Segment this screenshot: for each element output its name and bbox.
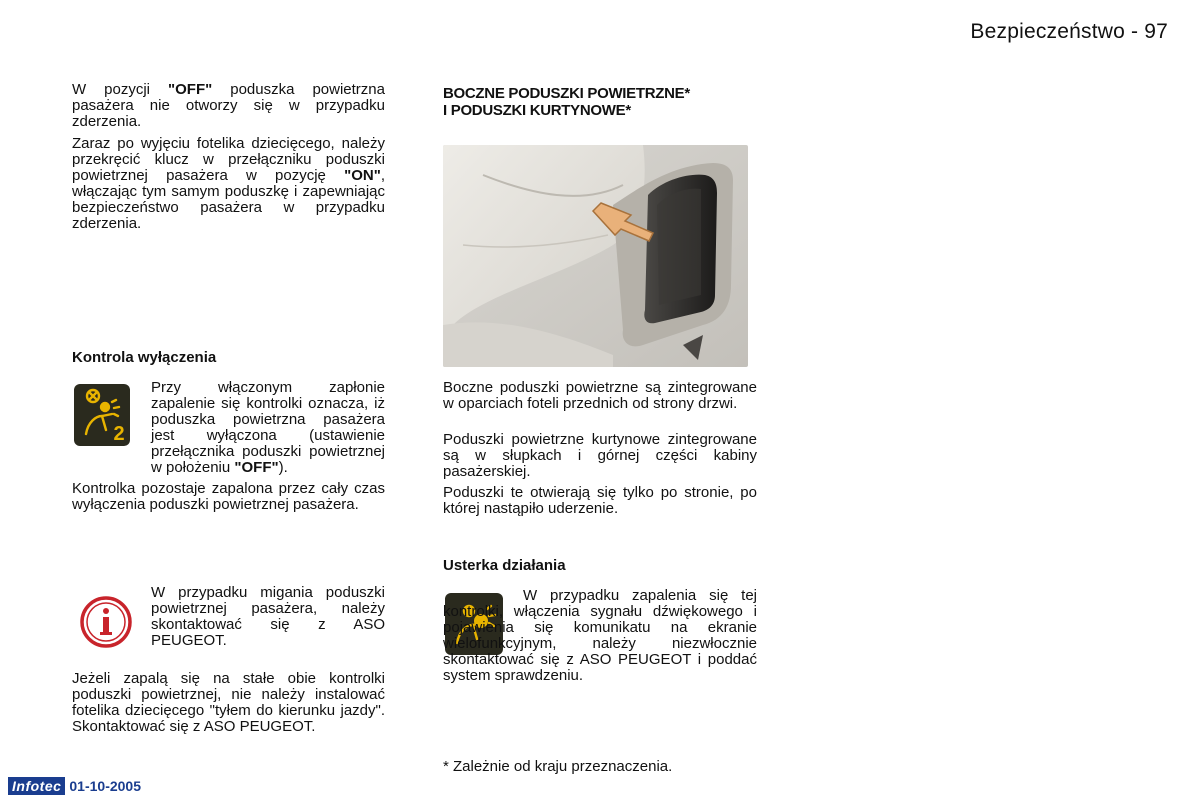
svg-text:2: 2 xyxy=(113,423,125,445)
off-position-paragraph: W pozycji "OFF" poduszka powietrzna pasażera nie otworzy się w przypadku zderzenia. xyxy=(72,81,385,130)
curtain-airbags-paragraph: Poduszki powietrzne kurtynowe zintegrowane są w słupkach i górnej części kabiny pasażerskiej. xyxy=(443,431,757,480)
side-airbags-paragraph: Boczne poduszki powietrzne są zintegrowane w oparciach foteli przednich od strony drzwi. xyxy=(443,379,757,412)
on-position-paragraph: Zaraz po wyjęciu fotelika dziecięcego, należy przekręcić klucz w przełączniku poduszki powietrznej pasażera w pozycję "ON", włączając tym samym poduszkę i zapewniając bezpieczeństwo pasażera w przypadku zderzenia. xyxy=(72,135,385,232)
section-heading-malfunction: Usterka działania xyxy=(443,557,566,574)
section-title: BOCZNE PODUSZKI POWIETRZNE* I PODUSZKI KURTYNOWE* xyxy=(443,85,690,119)
info-warning-icon xyxy=(76,592,136,652)
airbag-off-warning-icon xyxy=(72,382,128,446)
print-date: 01-10-2005 xyxy=(69,778,142,794)
footnote: * Zależnie od kraju przeznaczenia. xyxy=(443,758,673,775)
info-blinking-text: W przypadku migania poduszki powietrznej pasażera, należy skontaktować się z ASO PEUGEOT. xyxy=(151,584,385,649)
deactivation-continuous-text: Kontrolka pozostaje zapalona przez cały czas wyłączenia poduszki powietrznej pasażera. xyxy=(72,480,385,513)
footer xyxy=(8,776,141,796)
seat-airbag-illustration xyxy=(443,145,748,367)
malfunction-text: W przypadku zapalenia się tej kontrolki, włączenia sygnału dźwiękowego i pojawienia się komunikatu na ekranie wielofunkcyjnym, należy niezwłocznie skontaktować się z ASO PEUGEOT i poddać system sprawdzeniu. xyxy=(443,587,757,684)
section-heading-deactivation: Kontrola wyłączenia xyxy=(72,349,217,366)
both-lights-warning-text: Jeżeli zapalą się na stałe obie kontrolki poduszki powietrznej, nie należy instalować fotelika dziecięcego "tyłem do kierunku jazdy". Skontaktować się z ASO PEUGEOT. xyxy=(72,670,385,735)
deactivation-description: Przy włączonym zapłonie zapalenie się kontrolki oznacza, iż poduszka powietrzna pasażera jest wyłączona (ustawienie przełącznika poduszki powietrznej w położeniu "OFF"). xyxy=(151,379,385,476)
impact-side-paragraph: Poduszki te otwierają się tylko po stronie, po której nastąpiło uderzenie. xyxy=(443,484,757,517)
page-header: Bezpieczeństwo - 97 xyxy=(970,20,1168,43)
brand-badge: Infotec xyxy=(8,777,65,795)
